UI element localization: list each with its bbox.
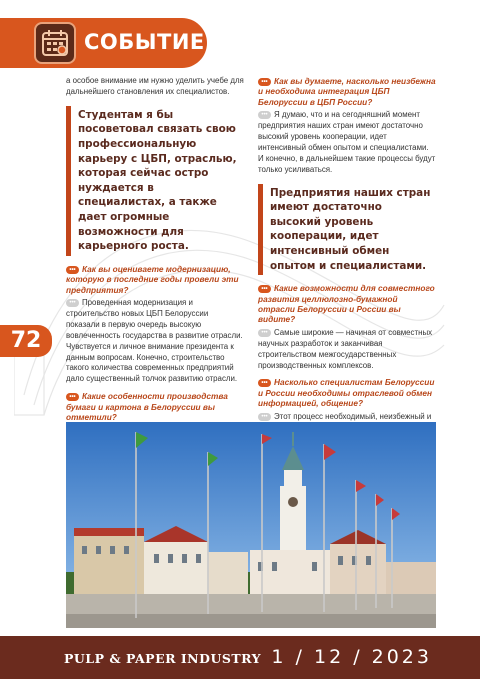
answer-badge-icon: ••• xyxy=(66,299,79,307)
issue-number: 1 / 12 / 2023 xyxy=(271,646,432,668)
question xyxy=(258,377,436,408)
answer-text: Этот процесс необходимый, неизбежный и xyxy=(274,411,432,421)
intro-text: а особое внимание им нужно уделить учебе для дальнейшего становления их специалистов. xyxy=(66,76,244,96)
question-badge-icon: ••• xyxy=(66,266,79,274)
answer xyxy=(66,298,244,385)
question-badge-icon: ••• xyxy=(66,393,79,401)
answer-badge-icon: ••• xyxy=(258,329,271,337)
question xyxy=(66,391,244,422)
answer-text: Самые широкие — начиная от совместных научных разработок и заканчивая строительством межгосударственных производственных комплексов. xyxy=(258,327,433,370)
magazine-name: PULP & PAPER INDUSTRY xyxy=(64,651,262,666)
answer xyxy=(258,110,436,175)
answer-text: Проведенная модернизация и строительство новых ЦБП Белоруссии показали в первую очередь высокую вовлеченность государства в развитие отрасли. Чувствуется и личное внимание президента к данным вопросам. Конечно, строительство такого количества современных предприятий дало существенный толчок развитию отрасли. xyxy=(66,297,243,384)
answer xyxy=(258,328,436,372)
question-badge-icon: ••• xyxy=(258,379,271,387)
question xyxy=(258,76,436,107)
question-text: Как вы оцениваете модернизацию, которую в последние годы провели эти предприятия? xyxy=(66,263,239,295)
question-text: Как вы думаете, насколько неизбежна и необходима интеграция ЦБП Белоруссии в ЦБП России? xyxy=(258,76,436,107)
town-square-photo xyxy=(66,422,436,628)
pull-quote: Студентам я бы посоветовал связать свою профессиональную карьеру с ЦБП, отраслью, которая сейчас остро нуждается в специалистах, а также дает огромные возможности для карьерного роста. xyxy=(66,106,244,256)
page-number: 72 xyxy=(0,325,52,357)
question-badge-icon: ••• xyxy=(258,78,271,86)
question xyxy=(258,283,436,325)
pull-quote: Предприятия наших стран имеют достаточно высокий уровень кооперации, идет интенсивный обмен опытом и специалистами. xyxy=(258,184,436,276)
question-text: Какие особенности производства бумаги и картона в Белоруссии вы отметили? xyxy=(66,391,228,423)
answer-text: Я думаю, что и на сегодняшний момент предприятия наших стран имеют достаточно высокий уровень кооперации, идет интенсивный обмен опытом и специалистами. И конечно, в дальнейшем такие процессы будут только усиливаться. xyxy=(258,110,436,174)
question-text: Насколько специалистам Белоруссии и России необходимы отраслевой обмен информацией, общение? xyxy=(258,377,435,409)
answer-badge-icon: ••• xyxy=(258,413,271,421)
question-badge-icon: ••• xyxy=(258,285,271,293)
question xyxy=(66,264,244,295)
section-title: СОБЫТИЕ xyxy=(84,30,205,54)
question-text: Какие возможности для совместного развития целлюлозно-бумажной отрасли Белоруссии и России вы видите? xyxy=(258,283,435,325)
right-column xyxy=(258,76,436,454)
answer-badge-icon: ••• xyxy=(258,111,271,119)
calendar-icon xyxy=(34,22,76,64)
